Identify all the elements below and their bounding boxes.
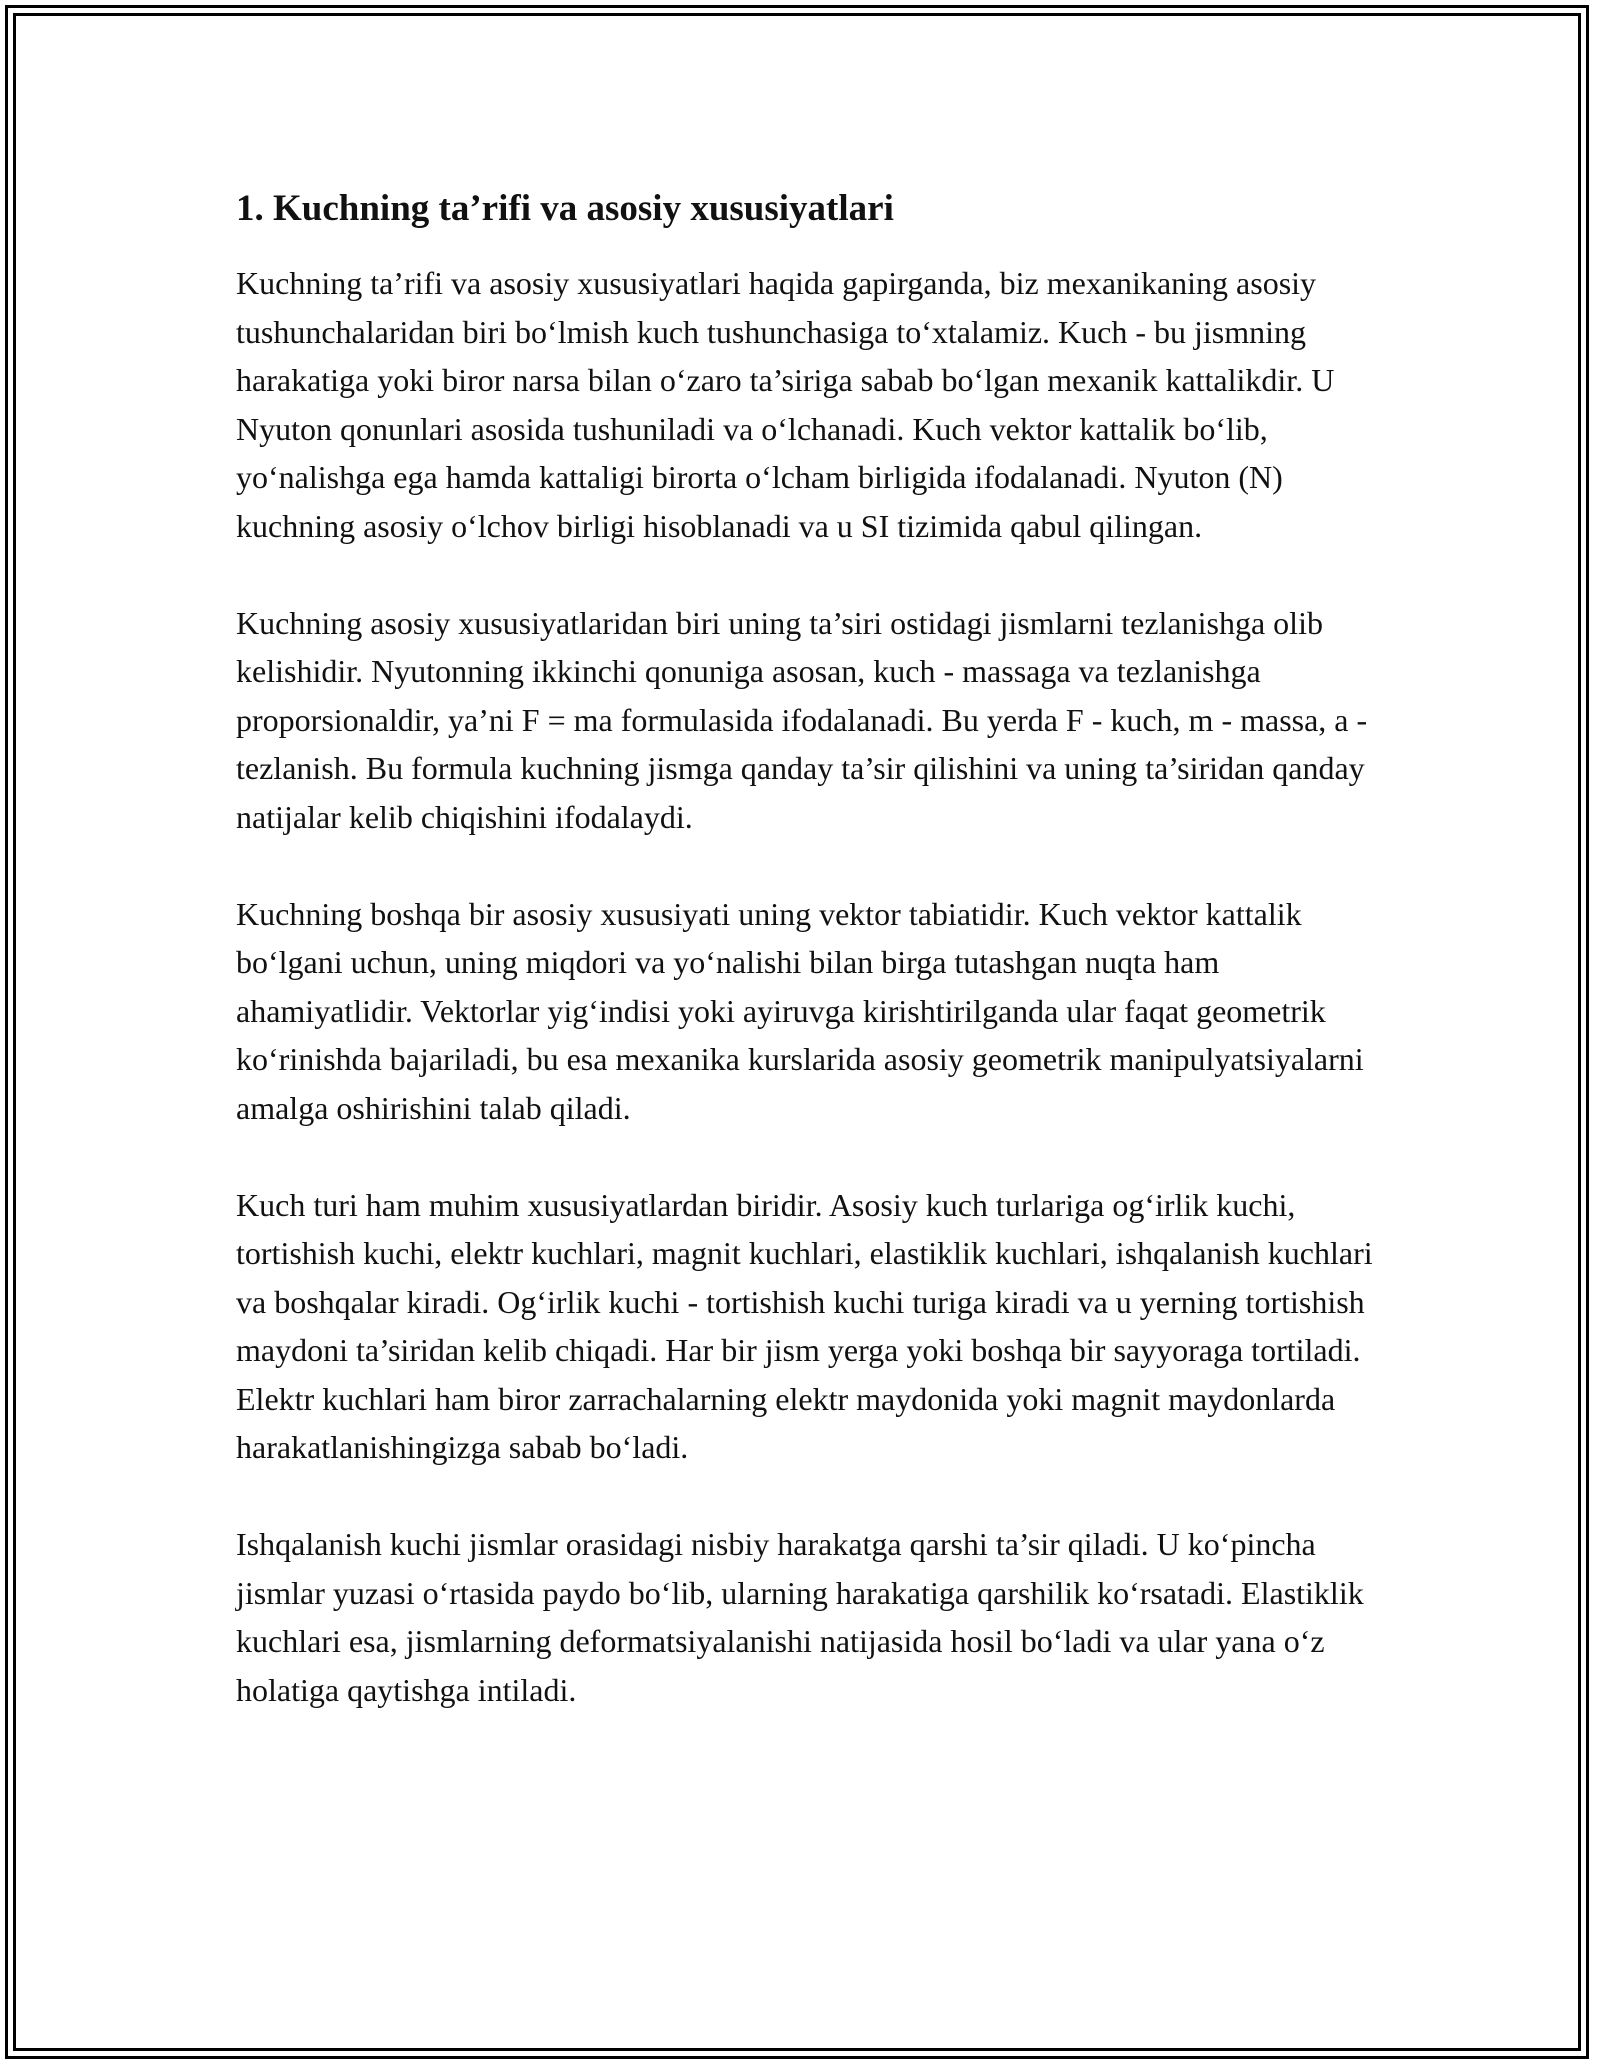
paragraph-1: Kuchning ta’rifi va asosiy xususiyatlari haqida gapirganda, biz mexanikaning asosiy tushunchalaridan biri boʻlmish kuch tushunchasiga toʻxtalamiz. Kuch - bu jismning harakatiga yoki biror narsa bilan oʻzaro ta’siriga sabab boʻlgan mexanik kattalikdir. U Nyuton qonunlari asosida tushuniladi va oʻlchanadi. Kuch vektor kattalik boʻlib, yoʻnalishga ega hamda kattaligi birorta oʻlcham birligida ifodalanadi. Nyuton (N) kuchning asosiy oʻlchov birligi hisoblanadi va u SI tizimida qabul qilingan. <box>236 265 1335 544</box>
paragraph-3: Kuchning boshqa bir asosiy xususiyati uning vektor tabiatidir. Kuch vektor kattalik boʻlgani uchun, uning miqdori va yoʻnalishi bilan birga tutashgan nuqta ham ahamiyatlidir. Vektorlar yigʻindisi yoki ayiruvga kirishtirilganda ular faqat geometrik koʻrinishda bajariladi, bu esa mexanika kurslarida asosiy geometrik manipulyatsiyalarni amalga oshirishini talab qiladi. <box>236 895 1364 1126</box>
document-body <box>236 185 1376 1763</box>
paragraph-4: Kuch turi ham muhim xususiyatlardan biridir. Asosiy kuch turlariga ogʻirlik kuchi, tortishish kuchi, elektr kuchlari, magnit kuchlari, elastiklik kuchlari, ishqalanish kuchlari va boshqalar kiradi. Ogʻirlik kuchi - tortishish kuchi turiga kiradi va u yerning tortishish maydoni ta’siridan kelib chiqadi. Har bir jism yerga yoki boshqa bir sayyoraga tortiladi. Elektr kuchlari ham biror zarrachalarning elektr maydonida yoki magnit maydonlarda harakatlanishingizga sabab boʻladi. <box>236 1186 1373 1466</box>
paragraph-2: Kuchning asosiy xususiyatlaridan biri uning ta’siri ostidagi jismlarni tezlanishga olib kelishidir. Nyutonning ikkinchi qonuniga asosan, kuch - massaga va tezlanishga proporsionaldir, ya’ni F = ma formulasida ifodalanadi. Bu yerda F - kuch, m - massa, a - tezlanish. Bu formula kuchning jismga qanday ta’sir qilishini va uning ta’siridan qanday natijalar kelib chiqishini ifodalaydi. <box>236 604 1368 835</box>
section-heading: 1. Kuchning ta’rifi va asosiy xususiyatlari <box>236 188 894 229</box>
paragraph-5: Ishqalanish kuchi jismlar orasidagi nisbiy harakatga qarshi ta’sir qiladi. U koʻpincha jismlar yuzasi oʻrtasida paydo boʻlib, ularning harakatiga qarshilik koʻrsatadi. Elastiklik kuchlari esa, jismlarning deformatsiyalanishi natijasida hosil boʻladi va ular yana oʻz holatiga qaytishga intiladi. <box>236 1526 1364 1708</box>
